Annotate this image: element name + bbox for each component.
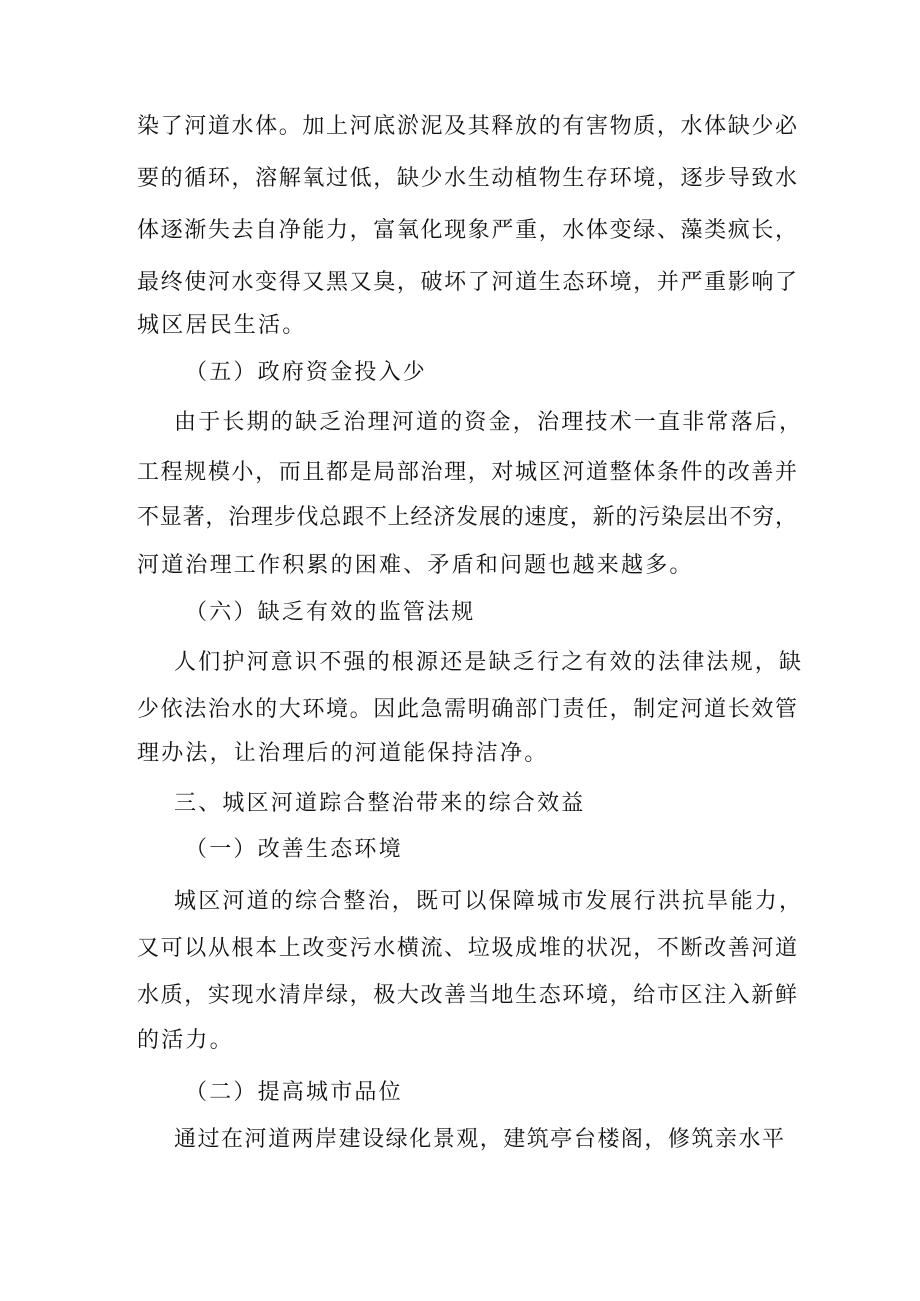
section-heading: （五）政府资金投入少 [185,360,428,385]
body-text-line: 由于长期的缺乏治理河道的资金，治理技术一直非常落后， [174,410,804,435]
body-text-line: 染了河道水体。加上河底淤泥及其释放的有害物质，水体缺少必 [137,114,797,139]
body-text-line: 人们护河意识不强的根源还是缺乏行之有效的法律法规，缺 [174,650,804,675]
chapter-heading: 三、城区河道踪合整治带来的综合效益 [174,791,586,816]
section-heading: （六）缺乏有效的监管法规 [185,600,476,625]
body-text-line: 水质，实现水清岸绿，极大改善当地生态环境，给市区注入新鲜 [137,983,797,1008]
body-text-line: 城区居民生活。 [137,313,307,338]
body-text-line: 的活力。 [137,1028,234,1053]
section-heading: （一）改善生态环境 [185,837,403,862]
body-text-line: 工程规模小，而且都是局部治理，对城区河道整体条件的改善并 [137,460,797,485]
body-text-line: 不显著，治理步伐总跟不上经济发展的速度，新的污染层出不穷， [137,505,797,530]
body-text-line: 城区河道的综合整治，既可以保障城市发展行洪抗旱能力， [174,889,804,914]
body-text-line: 河道治理工作积累的困难、矛盾和问题也越来越多。 [137,553,694,578]
body-text-line: 最终使河水变得又黑又臭，破坏了河道生态环境，并严重影响了 [137,270,797,295]
body-text-line: 通过在河道两岸建设绿化景观，建筑亭台楼阁，修筑亲水平 [174,1127,784,1152]
body-text-line: 少依法治水的大环境。因此急需明确部门责任，制定河道长效管 [137,697,797,722]
body-text-line: 要的循环，溶解氧过低，缺少水生动植物生存环境，逐步导致水 [137,166,797,191]
body-text-line: 体逐渐失去自净能力，富氧化现象严重，水体变绿、藻类疯长， [137,218,797,243]
section-heading: （二）提高城市品位 [185,1080,403,1105]
body-text-line: 理办法，让治理后的河道能保持洁净。 [137,741,549,766]
body-text-line: 又可以从根本上改变污水横流、垃圾成堆的状况，不断改善河道 [137,936,797,961]
